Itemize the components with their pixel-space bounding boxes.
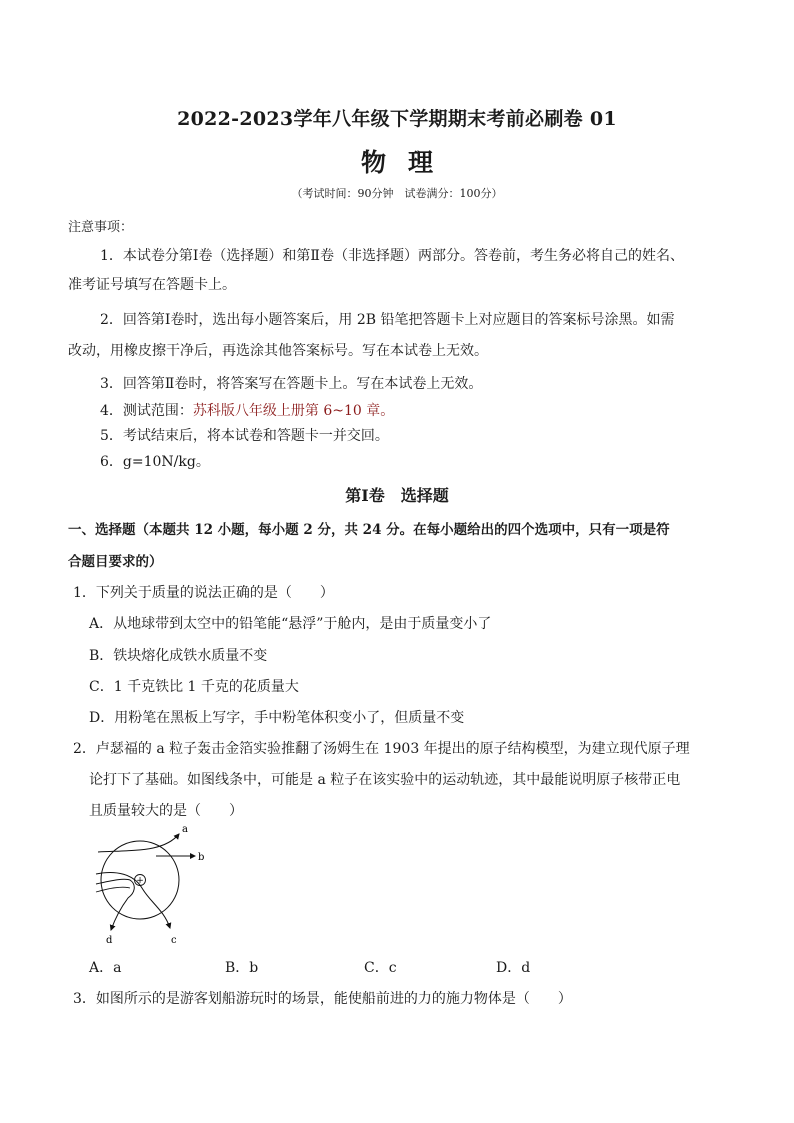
question-2-option-b: B．b [225,960,259,976]
label-a: a [182,824,188,835]
question-2-stem-line-2: 论打下了基础。如图线条中，可能是 a 粒子在该实验中的运动轨迹，其中最能说明原子核带正电 [89,772,681,788]
section-title: 第Ⅰ卷 选择题 [345,486,449,505]
label-b: b [198,852,205,863]
part-1-instruction-line-2: 合题目要求的） [68,554,163,570]
notice-item-1-line-2: 准考证号填写在答题卡上。 [68,277,236,293]
notice-item-2-line-1: 2．回答第Ⅰ卷时，选出每小题答案后，用 2B 铅笔把答题卡上对应题目的答案标号涂黑。如需 [100,312,675,328]
question-1-option-d: D．用粉笔在黑板上写字，手中粉笔体积变小了，但质量不变 [89,710,465,726]
question-2-stem-line-3: 且质量较大的是（ ） [89,803,243,819]
question-2-option-a: A．a [89,960,122,976]
question-2-stem-line-1: 2．卢瑟福的 a 粒子轰击金箔实验推翻了汤姆生在 1903 年提出的原子结构模型，为建立现代原子理 [73,741,690,757]
question-3-stem: 3．如图所示的是游客划船游玩时的场景，能使船前进的力的施力物体是（ ） [73,991,572,1007]
notice-item-1-line-1: 1．本试卷分第Ⅰ卷（选择题）和第Ⅱ卷（非选择题）两部分。答卷前，考生务必将自己的姓名、 [100,248,684,264]
notice-heading: 注意事项： [68,220,134,235]
part-1-instruction-line-1: 一、选择题（本题共 12 小题，每小题 2 分，共 24 分。在每小题给出的四个选项中，只有一项是符 [68,522,670,538]
question-1-option-c: C．1 千克铁比 1 千克的花质量大 [89,679,299,695]
notice-item-3: 3．回答第Ⅱ卷时，将答案写在答题卡上。写在本试卷上无效。 [100,376,483,392]
exam-title: 2022-2023学年八年级下学期期末考前必刷卷 01 [177,108,617,130]
question-1-option-b: B．铁块熔化成铁水质量不变 [89,648,268,664]
notice-item-5: 5．考试结束后，将本试卷和答题卡一并交回。 [100,428,389,444]
test-scope: 苏科版八年级上册第 6~10 章。 [192,403,395,419]
label-c: c [171,935,177,946]
trajectory-a [98,834,179,852]
question-1-option-a: A．从地球带到太空中的铅笔能“悬浮”于舱内，是由于质量变小了 [89,616,492,632]
exam-info: （考试时间：90分钟 试卷满分：100分） [291,187,503,200]
question-2-option-c: C．c [364,960,397,976]
notice-item-4 [100,400,394,420]
subject-title: 物理 [360,148,455,177]
question-1-stem: 1．下列关于质量的说法正确的是（ ） [73,585,334,601]
incoming-path [96,887,130,892]
question-2-option-d: D．d [496,960,531,976]
notice-item-2-line-2: 改动，用橡皮擦干净后，再选涂其他答案标号。写在本试卷上无效。 [68,343,488,359]
label-d: d [106,935,113,946]
notice-item-4-prefix: 4．测试范围： [100,403,193,419]
nucleus-plus-label: + [136,876,144,886]
notice-item-6: 6．g=10N/kg。 [100,454,210,470]
alpha-scattering-figure [86,822,216,950]
